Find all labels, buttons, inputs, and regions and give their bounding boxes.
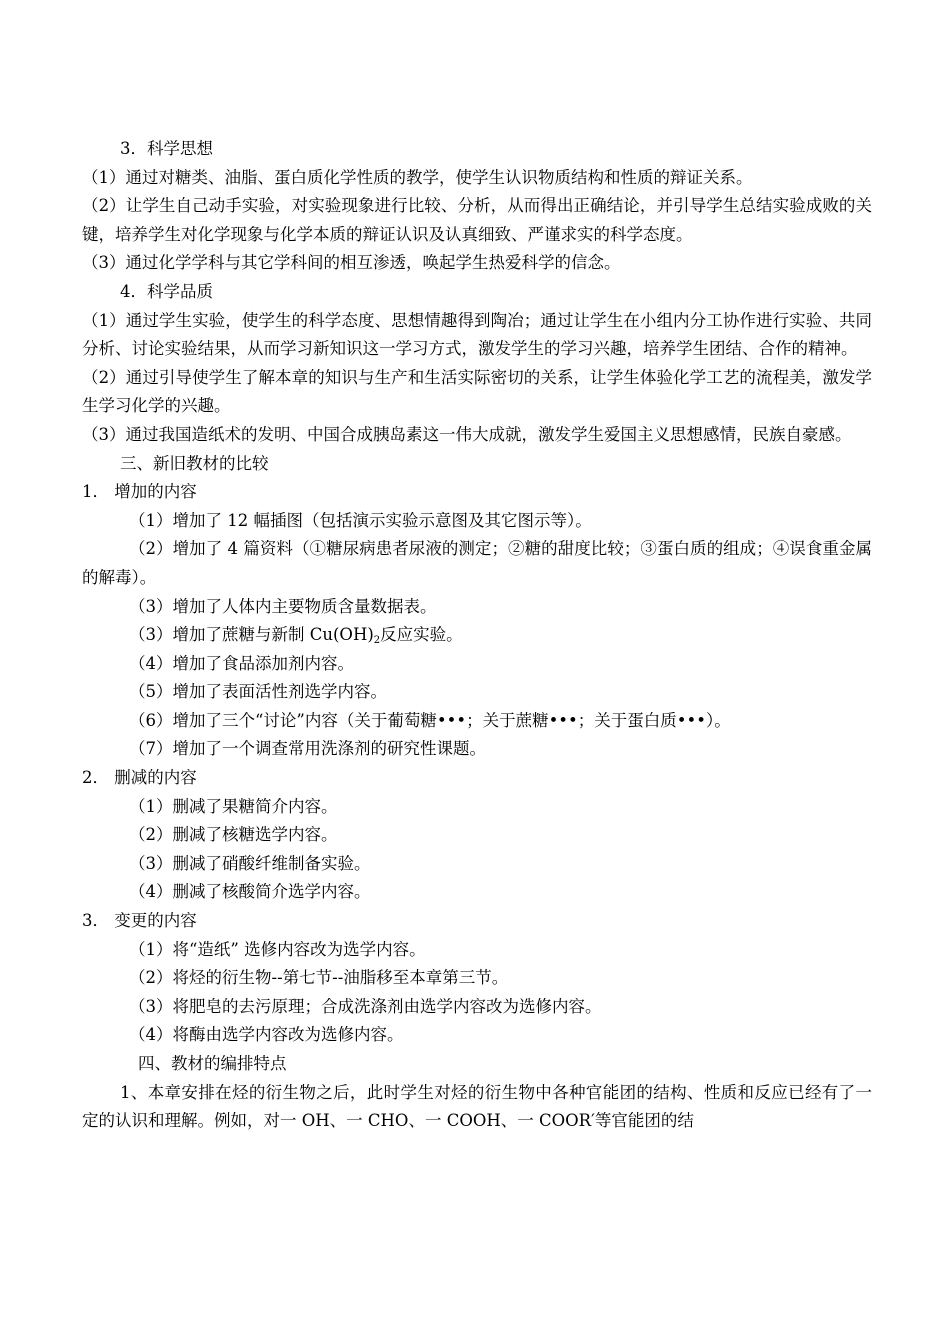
section-heading-science-quality: 4．科学品质 xyxy=(120,281,213,301)
subheading-changed: 3． 变更的内容 xyxy=(82,911,197,931)
list-item: （6）增加了三个“讨论”内容（关于葡萄糖•••；关于蔗糖•••；关于蛋白质•••）。 xyxy=(129,710,731,730)
list-item: （1）删减了果糖简介内容。 xyxy=(129,796,338,816)
subheading-removed: 2． 删减的内容 xyxy=(82,768,197,788)
subheading-added: 1． 增加的内容 xyxy=(82,482,197,502)
list-item: （5）增加了表面活性剂选学内容。 xyxy=(129,682,387,702)
paragraph: 1、本章安排在烃的衍生物之后，此时学生对烃的衍生物中各种官能团的结构、性质和反应已经有了一定的认识和理解。例如，对一 OH、一 CHO、一 COOH、一 COOR′等官能团的结 xyxy=(82,1082,872,1131)
list-item: （2）增加了 4 篇资料（①糖尿病患者尿液的测定；②糖的甜度比较；③蛋白质的组成；④误食重金属的解毒）。 xyxy=(82,539,872,587)
list-item: （1）增加了 12 幅插图（包括演示实验示意图及其它图示等）。 xyxy=(129,510,592,530)
list-item: （4）将酶由选学内容改为选修内容。 xyxy=(129,1025,404,1045)
paragraph: （3）通过我国造纸术的发明、中国合成胰岛素这一伟大成就，激发学生爱国主义思想感情，民族自豪感。 xyxy=(82,424,852,444)
section-heading-science-thought: 3．科学思想 xyxy=(120,139,213,158)
paragraph: （2）让学生自己动手实验，对实验现象进行比较、分析，从而得出正确结论，并引导学生总结实验成败的关键，培养学生对化学现象与化学本质的辩证认识及认真细致、严谨求实的科学态度。 xyxy=(82,196,872,244)
list-item: （2）将烃的衍生物--第七节--油脂移至本章第三节。 xyxy=(129,968,509,988)
cu-oh-subscript: 2 xyxy=(373,635,381,647)
list-item: （3）删减了硝酸纤维制备实验。 xyxy=(129,853,371,873)
paragraph: （3）通过化学学科与其它学科间的相互渗透，唤起学生热爱科学的信念。 xyxy=(82,253,621,273)
paragraph: （1）通过对糖类、油脂、蛋白质化学性质的教学，使学生认识物质结构和性质的辩证关系。 xyxy=(82,167,753,187)
list-item: （3）将肥皂的去污原理；合成洗涤剂由选学内容改为选修内容。 xyxy=(129,996,602,1016)
list-item: （4）删减了核酸简介选学内容。 xyxy=(129,882,371,902)
paragraph: （2）通过引导使学生了解本章的知识与生产和生活实际密切的关系，让学生体验化学工艺的流程美，激发学生学习化学的兴趣。 xyxy=(82,367,872,416)
cu-oh-text: （3）增加了蔗糖与新制 Cu(OH) xyxy=(129,625,374,645)
paragraph: （1）通过学生实验，使学生的科学态度、思想情趣得到陶冶；通过让学生在小组内分工协作进行实验、共同分析、讨论实验结果，从而学习新知识这一学习方式，激发学生的学习兴趣，培养学生团结、合作的精神。 xyxy=(82,310,872,359)
part-heading-arrangement: 四、教材的编排特点 xyxy=(138,1054,287,1073)
list-item: （2）删减了核糖选学内容。 xyxy=(129,825,338,845)
part-heading-comparison: 三、新旧教材的比较 xyxy=(120,453,269,473)
list-item: （7）增加了一个调查常用洗涤剂的研究性课题。 xyxy=(129,739,486,759)
list-item: （3）增加了人体内主要物质含量数据表。 xyxy=(129,596,437,616)
cu-oh-tail: 反应实验。 xyxy=(380,625,463,645)
list-item-cu-oh xyxy=(82,621,872,650)
list-item: （1）将“造纸” 选修内容改为选学内容。 xyxy=(129,939,426,959)
list-item: （4）增加了食品添加剂内容。 xyxy=(129,653,354,673)
document-page xyxy=(82,135,872,1136)
